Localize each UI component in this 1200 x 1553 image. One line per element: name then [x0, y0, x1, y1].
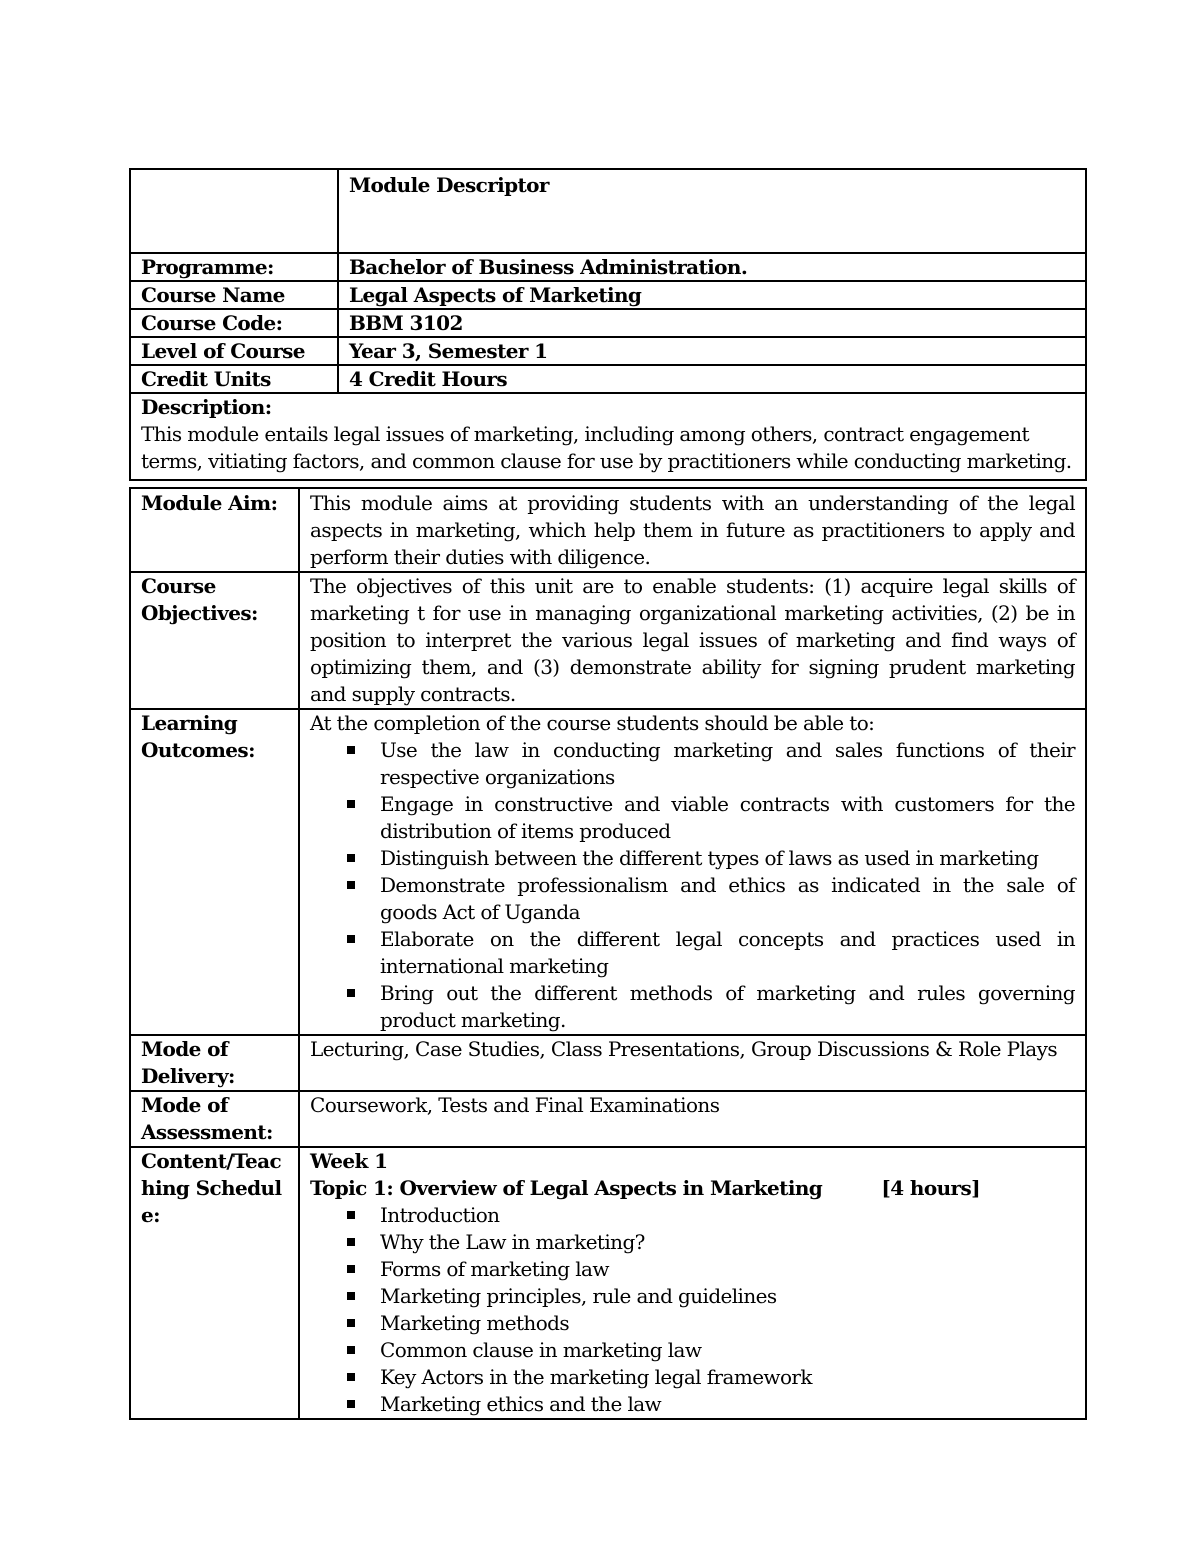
- info-value: 4 Credit Hours: [338, 365, 1086, 393]
- mode-of-delivery-text: Lecturing, Case Studies, Class Presentations, Group Discussions & Role Plays: [299, 1035, 1086, 1091]
- course-details-table: [129, 487, 1087, 1420]
- learning-outcomes-row: [130, 709, 1086, 1035]
- list-item: Demonstrate professionalism and ethics as indicated in the sale of goods Act of Uganda: [380, 873, 1075, 924]
- description-row: [130, 393, 1086, 480]
- info-row-programme: [130, 253, 1086, 281]
- schedule-week: Week 1: [310, 1149, 388, 1173]
- mode-of-assessment-text: Coursework, Tests and Final Examinations: [299, 1091, 1086, 1147]
- info-value: Year 3, Semester 1: [338, 337, 1086, 365]
- header-row: [130, 169, 1086, 253]
- info-label: Programme:: [130, 253, 338, 281]
- schedule-topic-line: [310, 1175, 980, 1202]
- info-label: Course Code:: [130, 309, 338, 337]
- list-item: Why the Law in marketing?: [380, 1229, 1075, 1256]
- description-cell: [130, 393, 1086, 480]
- list-item: Engage in constructive and viable contracts with customers for the distribution of items produced: [380, 792, 1075, 843]
- schedule-hours: [4 hours]: [881, 1176, 980, 1200]
- info-row-course-name: [130, 281, 1086, 309]
- list-item: Elaborate on the different legal concepts and practices used in international marketing: [380, 927, 1075, 978]
- list-item: Key Actors in the marketing legal framework: [380, 1364, 1075, 1391]
- module-aim-text: This module aims at providing students with an understanding of the legal aspects in marketing, which help them in future as practitioners to apply and perform their duties with diligence.: [299, 488, 1086, 572]
- list-item: Use the law in conducting marketing and sales functions of their respective organizations: [380, 738, 1075, 789]
- mode-of-assessment-row: [130, 1091, 1086, 1147]
- learning-outcomes-intro: At the completion of the course students should be able to:: [310, 711, 875, 735]
- info-label: Credit Units: [130, 365, 338, 393]
- description-text: This module entails legal issues of marketing, including among others, contract engagement terms, vitiating factors, and common clause for use by practitioners while conducting marketing.: [141, 422, 1072, 473]
- course-objectives-label: Course Objectives:: [130, 572, 299, 709]
- schedule-topic: Topic 1: Overview of Legal Aspects in Marketing: [310, 1176, 823, 1200]
- module-aim-row: [130, 488, 1086, 572]
- info-label: Course Name: [130, 281, 338, 309]
- module-descriptor-document: [129, 168, 1085, 1420]
- learning-outcomes-label: Learning Outcomes:: [130, 709, 299, 1035]
- info-row-credit-units: [130, 365, 1086, 393]
- mode-of-delivery-row: [130, 1035, 1086, 1091]
- info-label: Level of Course: [130, 337, 338, 365]
- header-empty-cell: [130, 169, 338, 253]
- list-item: Common clause in marketing law: [380, 1337, 1075, 1364]
- list-item: Marketing ethics and the law: [380, 1391, 1075, 1418]
- description-label: Description:: [141, 395, 272, 419]
- list-item: Introduction: [380, 1202, 1075, 1229]
- list-item: Marketing methods: [380, 1310, 1075, 1337]
- list-item: Bring out the different methods of marketing and rules governing product marketing.: [380, 981, 1075, 1032]
- info-row-course-code: [130, 309, 1086, 337]
- mode-of-delivery-label: Mode of Delivery:: [130, 1035, 299, 1091]
- module-aim-label: Module Aim:: [130, 488, 299, 572]
- info-value: Legal Aspects of Marketing: [338, 281, 1086, 309]
- learning-outcomes-list: [310, 737, 1075, 1034]
- info-row-level: [130, 337, 1086, 365]
- course-objectives-text: The objectives of this unit are to enable students: (1) acquire legal skills of marketing t for use in managing organizational marketing activities, (2) be in position to interpret the various legal issues of marketing and find ways of optimizing them, and (3) demonstrate ability for signing prudent marketing and supply contracts.: [299, 572, 1086, 709]
- list-item: Distinguish between the different types of laws as used in marketing: [380, 845, 1075, 872]
- learning-outcomes-cell: [299, 709, 1086, 1035]
- course-objectives-row: [130, 572, 1086, 709]
- schedule-cell: [299, 1147, 1086, 1419]
- header-title: Module Descriptor: [338, 169, 1086, 253]
- schedule-topic-list: [310, 1202, 1075, 1418]
- info-value: Bachelor of Business Administration.: [338, 253, 1086, 281]
- list-item: Marketing principles, rule and guidelines: [380, 1283, 1075, 1310]
- schedule-row: [130, 1147, 1086, 1419]
- list-item: Forms of marketing law: [380, 1256, 1075, 1283]
- course-info-table: [129, 168, 1087, 481]
- mode-of-assessment-label: Mode of Assessment:: [130, 1091, 299, 1147]
- info-value: BBM 3102: [338, 309, 1086, 337]
- schedule-label: Content/Teaching Schedule:: [130, 1147, 299, 1419]
